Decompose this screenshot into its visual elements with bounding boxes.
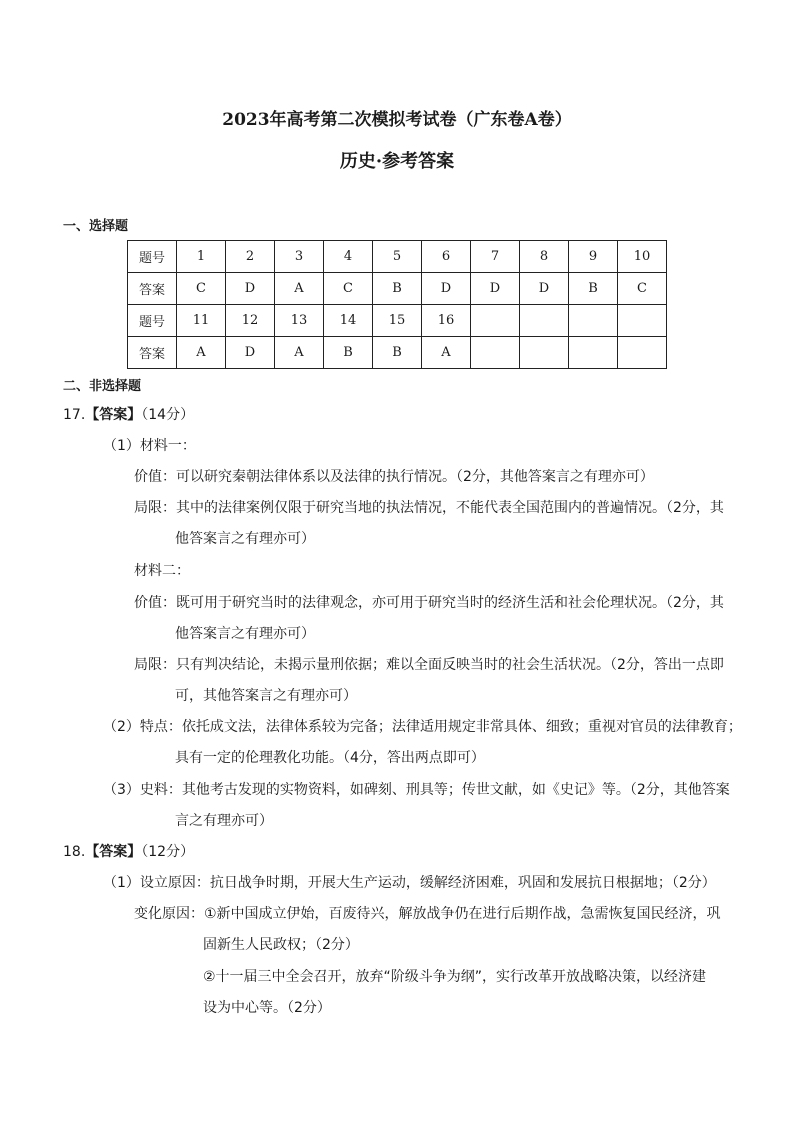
table-cell: 16: [422, 305, 471, 337]
answer-line: 言之有理亦可）: [175, 813, 273, 829]
table-cell: 4: [324, 241, 373, 273]
answer-line: 具有一定的伦理教化功能。（4分，答出两点即可）: [175, 750, 485, 766]
table-cell: 11: [177, 305, 226, 337]
answer-line: （3）史料：其他考古发现的实物资料，如碑刻、刑具等；传世文献，如《史记》等。（2分，其他答案: [103, 782, 730, 798]
table-row: [128, 241, 667, 273]
answer-line: 局限：其中的法律案例仅限于研究当地的执法情况，不能代表全国范围内的普遍情况。（2分，其: [134, 500, 724, 516]
table-cell: B: [373, 337, 422, 369]
table-cell: D: [422, 273, 471, 305]
table-cell: 5: [373, 241, 422, 273]
answer-line: （1）材料一：: [103, 438, 196, 454]
answer-line: 变化原因：①新中国成立伊始，百废待兴，解放战争仍在进行后期作战，急需恢复国民经济，巩: [134, 906, 721, 922]
answer-tag: 【答案】: [85, 407, 142, 423]
answer-line: 价值：可以研究秦朝法律体系以及法律的执行情况。（2分，其他答案言之有理亦可）: [134, 469, 654, 485]
answer-table: [127, 240, 667, 369]
table-row: [128, 273, 667, 305]
answer-line: ②十一届三中全会召开，放弃“阶级斗争为纲”，实行改革开放战略决策，以经济建: [203, 969, 707, 985]
question-18-header: [63, 842, 194, 862]
section-choice-title: 一、选择题: [63, 219, 129, 234]
table-cell: [618, 305, 667, 337]
table-cell: 1: [177, 241, 226, 273]
answer-tag: 【答案】: [85, 844, 142, 860]
question-number: 18.: [63, 844, 86, 860]
table-cell: D: [226, 273, 275, 305]
table-cell: 2: [226, 241, 275, 273]
table-cell: [569, 337, 618, 369]
table-cell: D: [471, 273, 520, 305]
row-label: 答案: [128, 273, 177, 305]
answer-line: （2）特点：依托成文法，法律体系较为完备；法律适用规定非常具体、细致；重视对官员的法律教育；: [103, 719, 742, 735]
answer-line: 他答案言之有理亦可）: [175, 626, 315, 642]
table-cell: 8: [520, 241, 569, 273]
answer-line: 他答案言之有理亦可）: [175, 531, 315, 547]
table-cell: [618, 337, 667, 369]
table-cell: 9: [569, 241, 618, 273]
table-cell: [471, 337, 520, 369]
answer-line: 设为中心等。（2分）: [203, 1000, 331, 1016]
table-cell: 3: [275, 241, 324, 273]
table-cell: B: [324, 337, 373, 369]
table-cell: A: [422, 337, 471, 369]
table-cell: D: [226, 337, 275, 369]
table-row: [128, 337, 667, 369]
table-cell: 10: [618, 241, 667, 273]
table-cell: B: [569, 273, 618, 305]
answer-line: 价值：既可用于研究当时的法律观念，亦可用于研究当时的经济生活和社会伦理状况。（2分，其: [134, 595, 724, 611]
question-score: （14分）: [141, 407, 195, 423]
table-row: [128, 305, 667, 337]
row-label: 题号: [128, 305, 177, 337]
table-cell: D: [520, 273, 569, 305]
answer-line: 可，其他答案言之有理亦可）: [175, 688, 357, 704]
table-cell: 14: [324, 305, 373, 337]
answer-line: （1）设立原因：抗日战争时期，开展大生产运动，缓解经济困难，巩固和发展抗日根据地；（2分）: [103, 875, 716, 891]
table-cell: [569, 305, 618, 337]
table-cell: C: [324, 273, 373, 305]
table-cell: C: [618, 273, 667, 305]
table-cell: A: [275, 273, 324, 305]
table-cell: [520, 305, 569, 337]
row-label: 答案: [128, 337, 177, 369]
page-title: 2023年高考第二次模拟考试卷（广东卷A卷）: [222, 110, 572, 130]
question-17-header: [63, 405, 194, 425]
question-score: （12分）: [141, 844, 195, 860]
table-cell: 12: [226, 305, 275, 337]
table-cell: [520, 337, 569, 369]
table-cell: A: [275, 337, 324, 369]
table-cell: C: [177, 273, 226, 305]
table-cell: [471, 305, 520, 337]
page-subtitle: 历史·参考答案: [339, 151, 455, 172]
table-cell: 13: [275, 305, 324, 337]
table-cell: 15: [373, 305, 422, 337]
answer-line: 局限：只有判决结论，未揭示量刑依据；难以全面反映当时的社会生活状况。（2分，答出一点即: [134, 657, 724, 673]
table-cell: B: [373, 273, 422, 305]
table-cell: 6: [422, 241, 471, 273]
table-cell: 7: [471, 241, 520, 273]
row-label: 题号: [128, 241, 177, 273]
answer-line: 固新生人民政权；（2分）: [203, 937, 359, 953]
answer-line: 材料二：: [134, 563, 190, 579]
section-nonchoice-title: 二、非选择题: [63, 379, 142, 394]
table-cell: A: [177, 337, 226, 369]
question-number: 17.: [63, 407, 86, 423]
